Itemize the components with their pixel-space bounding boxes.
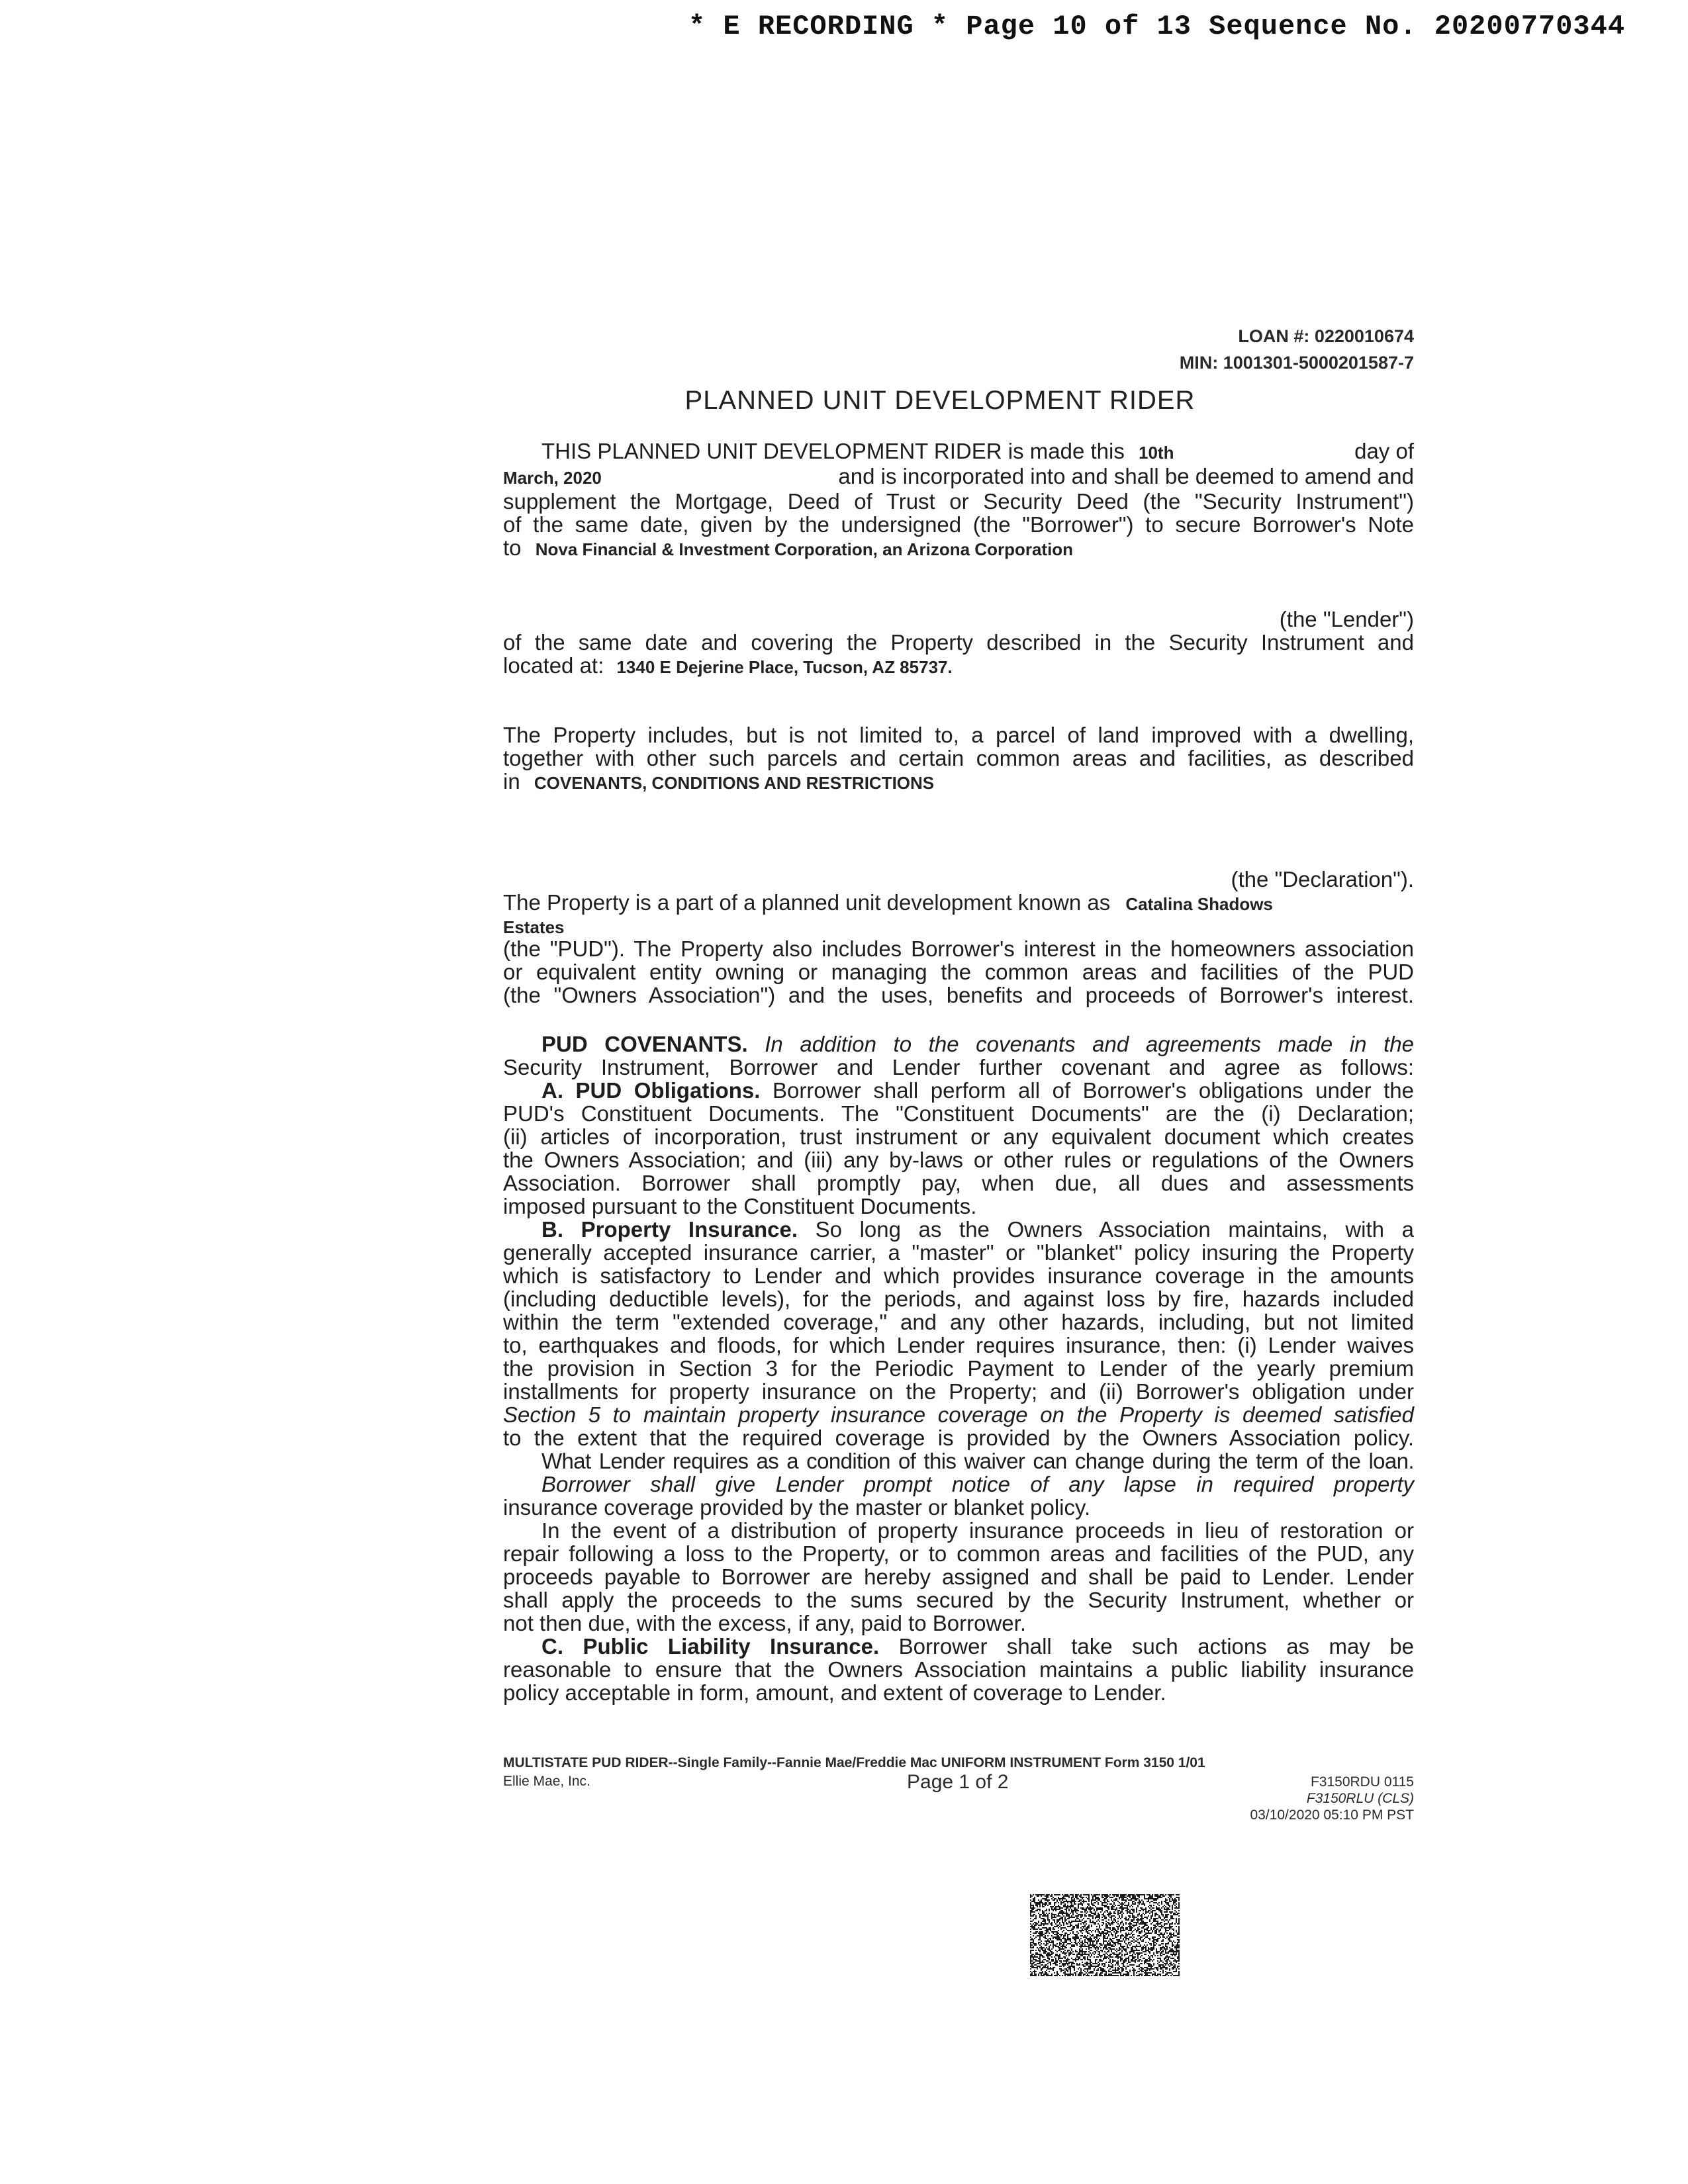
2d-barcode (1030, 1894, 1180, 1976)
declaration-tag: (the "Declaration"). (1231, 867, 1414, 891)
pud-paragraph: The Property is a part of a planned unit development known as Catalina Shadows Estates (the "PUD"). The Property also includes Borrower's interest in the homeowners association or equivalent entity owning or managing the common areas and facilities of the PUD (the "Owners Association") and the uses, benefits and proceeds of Borrower's interest. (503, 890, 1414, 1007)
page-number: Page 1 of 2 (907, 1771, 1009, 1793)
covenants-section: PUD COVENANTS. In addition to the covenants and agreements made in the Security Instrument, Borrower and Lender further covenant and agree as follows: A. PUD Obligations. Borrower shall perform all of Borrower's obligations under the PUD's Constituent Documents. The "Constituent Documents" are the (i) Declaration; (ii) articles of incorporation, trust instrument or any equivalent document which creates the Owners Association; and (iii) any by-laws or other rules or regulations of the Owners Association. Borrower shall promptly pay, when due, all dues and assessments imposed pursuant to the Constituent Documents. B. Property Insurance. So long as the Owners Association maintains, with a generally accepted insurance carrier, a "master" or "blanket" policy insuring the Property which is satisfactory to Lender and which provides insurance coverage in the amounts (including deductible levels), for the periods, and against loss by fire, hazards included within the term "extended coverage," and any other hazards, including, but not limited to, earthquakes and floods, for which Lender requires insurance, then: (i) Lender waives the provision in Section 3 for the Periodic Payment to Lender of the yearly premium installments for property insurance on the Property; and (ii) Borrower's obligation under Section 5 to maintain property insurance coverage on the Property is deemed satisfied to the extent that the required coverage is provided by the Owners Association policy. What Lender requires as a condition of this waiver can change during the term of the loan. Borrower shall give Lender prompt notice of any lapse in required property insurance coverage provided by the master or blanket policy. In the event of a distribution of property insurance proceeds in lieu of restoration or repair following a loss to the Property, or to common areas and facilities of the PUD, any proceeds payable to Borrower are hereby assigned and shall be paid to Lender. Lender shall apply the proceeds to the sums secured by the Security Instrument, whether or not then due, with the excess, if any, paid to Borrower. C. Public Liability Insurance. Borrower shall take such actions as may be reasonable to ensure that the Owners Association maintains a public liability insurance policy acceptable in form, amount, and extent of coverage to Lender. (503, 1032, 1415, 1705)
form-code-2: F3150RLU (CLS) (1306, 1791, 1414, 1806)
pud-name-continued: Estates (503, 917, 565, 937)
document-title: PLANNED UNIT DEVELOPMENT RIDER (684, 386, 1196, 415)
rider-day: 10th (1139, 443, 1174, 463)
section-c-label: C. Public Liability Insurance. (541, 1634, 880, 1659)
covenants-heading: PUD COVENANTS. (541, 1032, 748, 1056)
lender-name: Nova Financial & Investment Corporation, an Arizona Corporation (535, 539, 1074, 559)
section-b-label: B. Property Insurance. (541, 1217, 798, 1242)
print-timestamp: 03/10/2020 05:10 PM PST (1250, 1807, 1414, 1823)
lender-tag: (the "Lender") (1279, 607, 1414, 631)
property-paragraph: The Property includes, but is not limited to, a parcel of land improved with a dwelling, together with other such parcels and certain common areas and facilities, as described in COVENANTS, CONDITIONS AND RESTRICTIONS (503, 723, 1414, 794)
form-code-1: F3150RDU 0115 (1310, 1774, 1414, 1790)
section-a-label: A. PUD Obligations. (541, 1078, 761, 1103)
rider-month-year: March, 2020 (503, 468, 602, 488)
min-number: MIN: 1001301-5000201587-7 (1179, 353, 1414, 373)
form-identifier: MULTISTATE PUD RIDER--Single Family--Fannie Mae/Freddie Mac UNIFORM INSTRUMENT Form 3150 1/01 (503, 1755, 1205, 1770)
loan-number: LOAN #: 0220010674 (1238, 326, 1414, 346)
recording-header: * E RECORDING * Page 10 of 13 Sequence No. 20200770344 (688, 11, 1626, 42)
form-codes (1192, 1774, 1414, 1823)
vendor-name: Ellie Mae, Inc. (503, 1774, 590, 1789)
intro-paragraph: THIS PLANNED UNIT DEVELOPMENT RIDER is made this 10th day of March, 2020 and is incorporated into and shall be deemed to amend and supplement the Mortgage, Deed of Trust or Security Deed (the "Security Instrument") of the same date, given by the undersigned (the "Borrower") to secure Borrower's Note to Nova Financial & Investment Corporation, an Arizona Corporation (503, 439, 1414, 560)
pud-name: Catalina Shadows (1125, 894, 1273, 914)
loan-info (993, 323, 1414, 376)
intro-continued: of the same date and covering the Property described in the Security Instrument and located at: 1340 E Dejerine Place, Tucson, AZ 85737. (503, 630, 1414, 678)
declaration-name: COVENANTS, CONDITIONS AND RESTRICTIONS (534, 773, 935, 793)
property-address: 1340 E Dejerine Place, Tucson, AZ 85737. (616, 657, 953, 677)
